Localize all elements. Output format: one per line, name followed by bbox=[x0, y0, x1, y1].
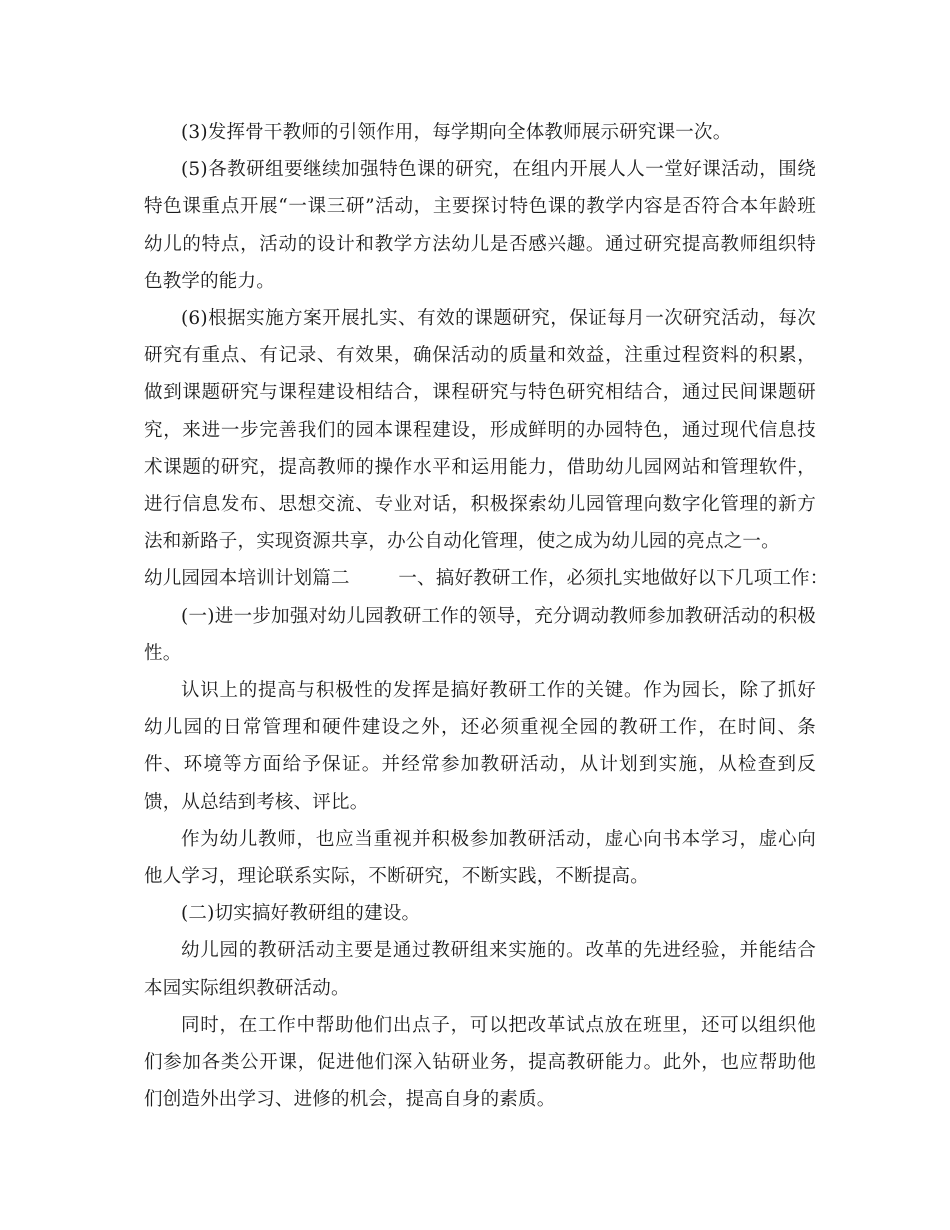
paragraph-5: (5)各教研组要继续加强特色课的研究，在组内开展人人一堂好课活动，围绕特色课重点开展“一课三研”活动，主要探讨特色课的教学内容是否符合本年龄班幼儿的特点，活动的设计和教学方法幼儿是否感兴趣。通过研究提高教师组织特色教学的能力。 bbox=[144, 159, 816, 292]
paragraph-awareness: 认识上的提高与积极性的发挥是搞好教研工作的关键。作为园长，除了抓好幼儿园的日常管理和硬件建设之外，还必须重视全园的教研工作，在时间、条件、环境等方面给予保证。并经常参加教研活动，从计划到实施，从检查到反馈，从总结到考核、评比。 bbox=[144, 680, 816, 813]
paragraph-6: (6)根据实施方案开展扎实、有效的课题研究，保证每月一次研究活动，每次研究有重点、有记录、有效果，确保活动的质量和效益，注重过程资料的积累，做到课题研究与课程建设相结合，课程研究与特色研究相结合，通过民间课题研究，来进一步完善我们的园本课程建设，形成鲜明的办园特色，通过现代信息技术课题的研究，提高教师的操作水平和运用能力，借助幼儿园网站和管理软件，进行信息发布、思想交流、专业对话，积极探索幼儿园管理向数字化管理的新方法和新路子，实现资源共享，办公自动化管理，使之成为幼儿园的亮点之一。 bbox=[144, 308, 816, 553]
section-title: 幼儿园园本培训计划篇二 bbox=[144, 568, 350, 590]
section-intro: 一、搞好教研工作，必须扎实地做好以下几项工作： bbox=[398, 568, 829, 590]
paragraph-group-activities: 幼儿园的教研活动主要是通过教研组来实施的。改革的先进经验，并能结合本园实际组织教研活动。 bbox=[144, 940, 816, 999]
paragraph-teacher: 作为幼儿教师，也应当重视并积极参加教研活动，虚心向书本学习，虚心向他人学习，理论联系实际，不断研究，不断实践，不断提高。 bbox=[144, 828, 816, 888]
document-body bbox=[144, 114, 829, 1118]
section-heading-line bbox=[144, 560, 829, 597]
paragraph-two: (二)切实搞好教研组的建设。 bbox=[181, 903, 421, 925]
paragraph-one: (一)进一步加强对幼儿园教研工作的领导，充分调动教师参加教研活动的积极性。 bbox=[144, 605, 816, 664]
paragraph-3: (3)发挥骨干教师的引领作用，每学期向全体教师展示研究课一次。 bbox=[181, 122, 732, 143]
paragraph-support: 同时，在工作中帮助他们出点子，可以把改革试点放在班里，还可以组织他们参加各类公开课，促进他们深入钻研业务，提高教研能力。此外，也应帮助他们创造外出学习、进修的机会，提高自身的素质。 bbox=[144, 1014, 816, 1111]
